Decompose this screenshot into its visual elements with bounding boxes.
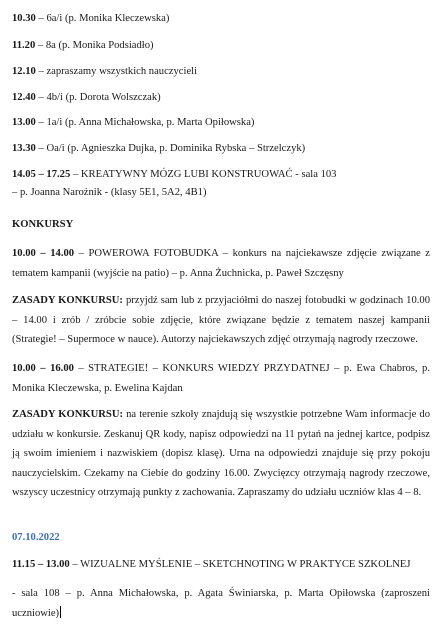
schedule-text: – Oa/i (p. Agnieszka Dujka, p. Dominika Rybska – Strzelczyk) bbox=[35, 143, 306, 154]
contest-text: – POWEROWA FOTOBUDKA – konkurs na najciekawsze zdjęcie związane z tematem kampanii (wyjście na patio) – p. Anna Żuchnicka, p. Paweł Szczęsny bbox=[12, 248, 430, 279]
rules-text: przyjdź sam lub z przyjaciółmi do naszej fotobudki w godzinach 10.00 – 14.00 i zrób / zróbcie sobie zdjęcie, które związane będzie z tematem naszej kampanii (Strategie! – Supermoce w nauce). Autorzy najciekawszych zdjęć otrzymają nagrody rzeczowe. bbox=[12, 295, 430, 345]
workshop-item-line2 bbox=[12, 186, 206, 199]
rules-text: na terenie szkoły znajdują się wszystkie potrzebne Wam informacje do udziału w konkursie. Zeskanuj QR kody, napisz odpowiedzi na 11 pytań na jednej kartce, podpisz ją swoim imieniem i nazwiskiem (dopisz klasę). Urna na odpowiedzi znajduje się przy pokoju nauczycielskim. Czekamy na Ciebie do godziny 16.00. Zwycięzcy otrzymają nagrody rzeczowe, wszyscy uczestnicy otrzymają punkty z zachowania. Zapraszamy do udziału uczniów klas 4 – 8. bbox=[12, 409, 430, 498]
schedule-time: 13.30 bbox=[12, 143, 36, 154]
contest-paragraph bbox=[12, 359, 430, 398]
schedule-item bbox=[12, 116, 254, 129]
text-cursor bbox=[60, 606, 61, 618]
schedule-text: – 4b/i (p. Dorota Wolszczak) bbox=[35, 92, 161, 103]
date-label: 07.10.2022 bbox=[12, 532, 60, 543]
schedule-item bbox=[12, 39, 154, 52]
rules-paragraph bbox=[12, 405, 430, 503]
workshop-text: – KREATYWNY MÓZG LUBI KONSTRUOWAĆ - sala 103 bbox=[70, 169, 337, 180]
workshop-time: 14.05 – 17.25 bbox=[12, 169, 71, 180]
schedule-text: – 8a (p. Monika Podsiadło) bbox=[35, 40, 154, 51]
schedule-item bbox=[12, 91, 161, 104]
schedule-time: 10.30 bbox=[12, 13, 36, 24]
contest-text: – STRATEGIE! – KONKURS WIEDZY PRZYDATNEJ – p. Ewa Chabros, p. Monika Kleczewska, p. Ewelina Kajdan bbox=[12, 363, 430, 394]
schedule-time: 13.00 bbox=[12, 117, 36, 128]
schedule-text: – 6a/i (p. Monika Kleczewska) bbox=[35, 13, 170, 24]
schedule-item bbox=[12, 12, 169, 25]
schedule-time: 12.40 bbox=[12, 92, 36, 103]
schedule-time: 12.10 bbox=[12, 66, 36, 77]
konkursy-heading: KONKURSY bbox=[12, 219, 74, 230]
contest-paragraph bbox=[12, 244, 430, 283]
rules-label: ZASADY KONKURSU: bbox=[12, 409, 124, 420]
event-time: 11.15 – 13.00 bbox=[12, 559, 70, 570]
schedule-item bbox=[12, 142, 305, 155]
workshop-text-line2: – p. Joanna Narożnik - (klasy 5E1, 5A2, 4B1) bbox=[12, 187, 207, 198]
date-heading bbox=[12, 531, 60, 544]
rules-paragraph bbox=[12, 291, 430, 350]
rules-label: ZASADY KONKURSU: bbox=[12, 295, 123, 306]
event-text: – WIZUALNE MYŚLENIE – SKETCHNOTING W PRAKTYCE SZKOLNEJ bbox=[69, 559, 411, 570]
schedule-text: – 1a/i (p. Anna Michałowska, p. Marta Opiłowska) bbox=[35, 117, 255, 128]
contest-time: 10.00 – 16.00 bbox=[12, 363, 74, 374]
schedule-item bbox=[12, 65, 197, 78]
event-details[interactable] bbox=[12, 584, 430, 623]
contest-time: 10.00 – 14.00 bbox=[12, 248, 75, 259]
workshop-item bbox=[12, 168, 336, 181]
schedule-time: 11.20 bbox=[12, 40, 36, 51]
event-item bbox=[12, 558, 410, 571]
section-heading bbox=[12, 218, 73, 231]
schedule-text: – zapraszamy wszystkich nauczycieli bbox=[35, 66, 198, 77]
event-details-text: - sala 108 – p. Anna Michałowska, p. Agata Świniarska, p. Marta Opiłowska (zaproszeni uczniowie) bbox=[12, 588, 430, 619]
